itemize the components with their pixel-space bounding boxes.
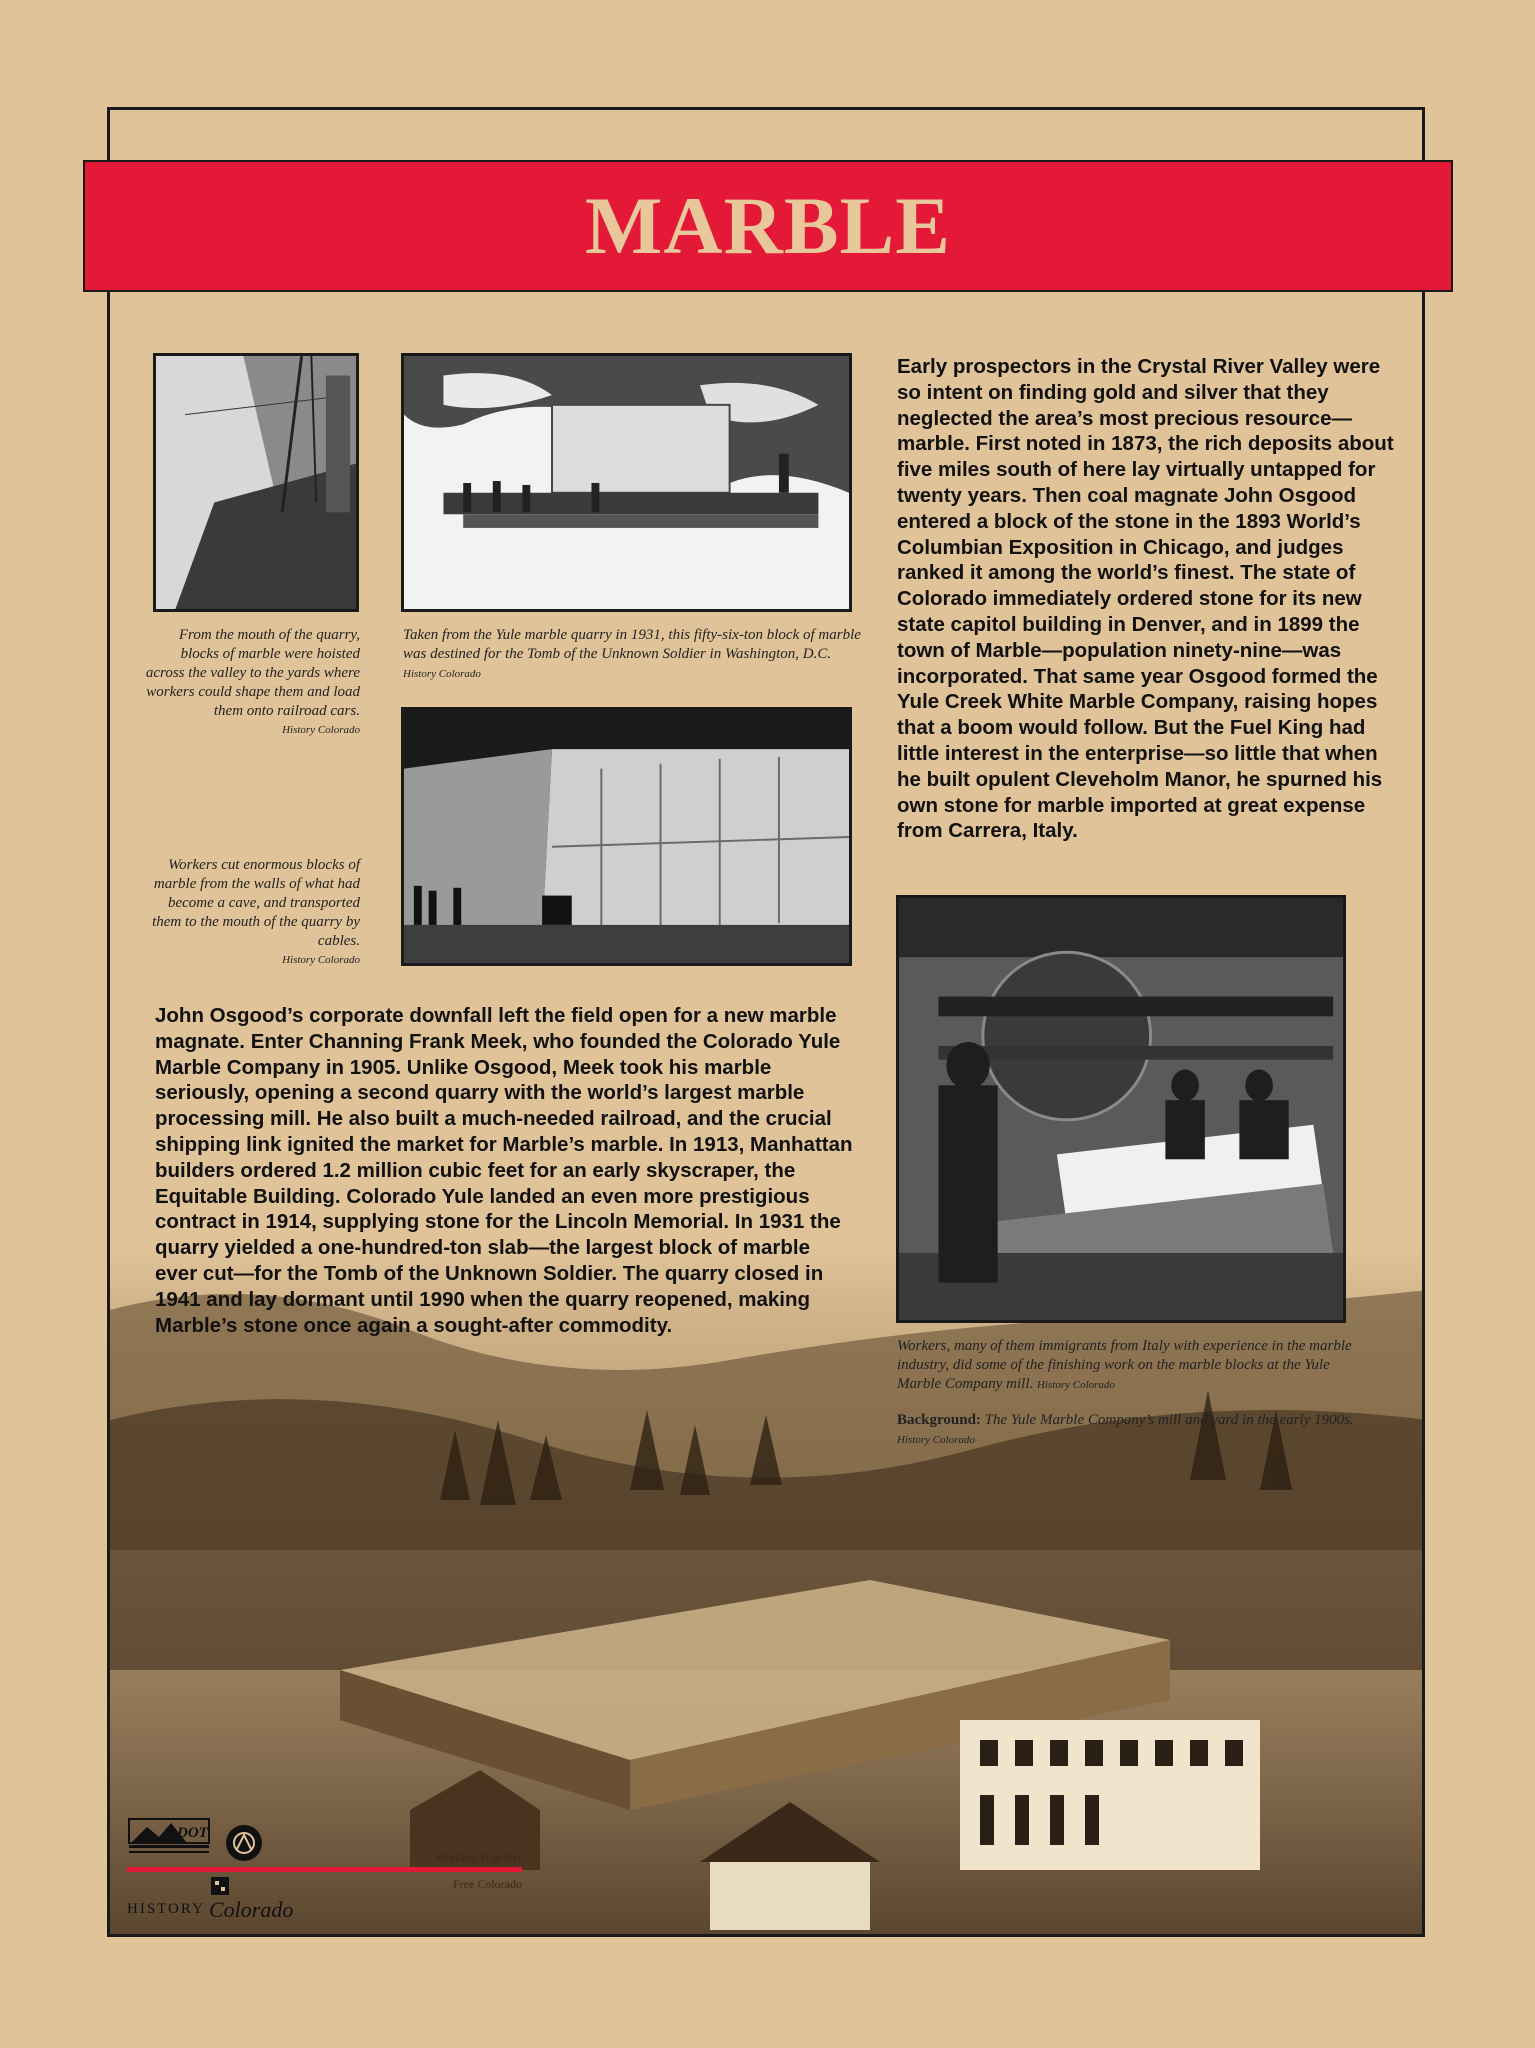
history-colorado-logo <box>127 1877 293 1922</box>
cdot-logo <box>129 1819 209 1853</box>
caption-text: Workers cut enormous blocks of marble from the walls of what had become a cave, and transported them to the mouth of the quarry by cables. <box>152 857 360 949</box>
history-label: HISTORY <box>127 1901 205 1917</box>
photo-credit: History Colorado <box>282 724 360 736</box>
cdot-label: DOT <box>177 1825 208 1841</box>
colorado-label: Colorado <box>209 1897 294 1922</box>
dot-seal-logo <box>226 1825 262 1861</box>
caption-mill-workers <box>897 1337 1357 1395</box>
caption-text: Workers, many of them immigrants from Italy with experience in the marble industry, did some of the finishing work on the marble blocks at the Yule Marble Company mill. <box>897 1338 1352 1392</box>
caption-text: Taken from the Yule marble quarry in 1931, this fifty-six-ton block of marble was destined for the Tomb of the Unknown Soldier in Washington, D.C. <box>403 627 861 662</box>
paragraph-early-prospectors: Early prospectors in the Crystal River Valley were so intent on finding gold and silver that they neglected the area’s most precious resource—marble. First noted in 1873, the rich deposits about five miles south of here lay virtually untapped for twenty years. Then coal magnate John Osgood entered a block of the stone in the 1893 World’s Columbian Exposition in Chicago, and judges ranked it among the world’s finest. The state of Colorado immediately ordered stone for its new state capitol building in Denver, and in 1899 the town of Marble—population ninety-nine—was incorporated. That same year Osgood formed the Yule Creek White Marble Company, raising hopes that a boom would follow. But the Fuel King had little interest in the enterprise—so little that when he built opulent Cleveholm Manor, he spurned his own stone for marble imported at great expense from Carrera, Italy. <box>897 355 1394 843</box>
photo-credit: History Colorado <box>897 1434 975 1446</box>
caption-label: Background: <box>897 1412 981 1428</box>
caption-background-photo <box>897 1411 1357 1450</box>
photo-quarry-hoist <box>153 353 359 612</box>
red-rule <box>127 1867 522 1872</box>
caption-quarry-hoist <box>140 626 360 740</box>
caption-marble-block <box>403 626 863 684</box>
caption-quarry-cave <box>140 856 360 970</box>
page-title: MARBLE <box>585 180 951 271</box>
tagline-working-together: Working Together <box>435 1850 522 1864</box>
caption-text: The Yule Marble Company’s mill and yard in the early 1900s. <box>984 1412 1354 1428</box>
paragraph-osgood-downfall: John Osgood’s corporate downfall left the field open for a new marble magnate. Enter Channing Frank Meek, who founded the Colorado Yule Marble Company in 1905. Unlike Osgood, Meek took his marble seriously, opening a second quarry with the world’s largest marble processing mill. He also built a much-needed railroad, and the crucial shipping link ignited the market for Marble’s marble. In 1913, Manhattan builders ordered 1.2 million cubic feet for an early skyscraper, the Equitable Building. Colorado Yule landed an even more prestigious contract in 1914, supplying stone for the Lincoln Memorial. In 1931 the quarry yielded a one-hundred-ton slab—the largest block of marble ever cut—for the Tomb of the Unknown Soldier. The quarry closed in 1941 and lay dormant until 1990 when the quarry reopened, making Marble’s stone once again a sought-after commodity. <box>155 1004 853 1337</box>
sponsor-logos <box>127 1805 547 1935</box>
caption-text: From the mouth of the quarry, blocks of marble were hoisted across the valley to the yards where workers could shape them and load them onto railroad cars. <box>145 627 360 719</box>
photo-credit: History Colorado <box>282 954 360 966</box>
title-banner <box>83 160 1453 292</box>
photo-credit: History Colorado <box>403 668 481 680</box>
photo-quarry-cave <box>401 707 852 966</box>
photo-credit: History Colorado <box>1037 1379 1115 1391</box>
tagline-colorado: Free Colorado <box>453 1877 522 1891</box>
photo-mill-workers <box>896 895 1346 1323</box>
photo-marble-block <box>401 353 852 612</box>
